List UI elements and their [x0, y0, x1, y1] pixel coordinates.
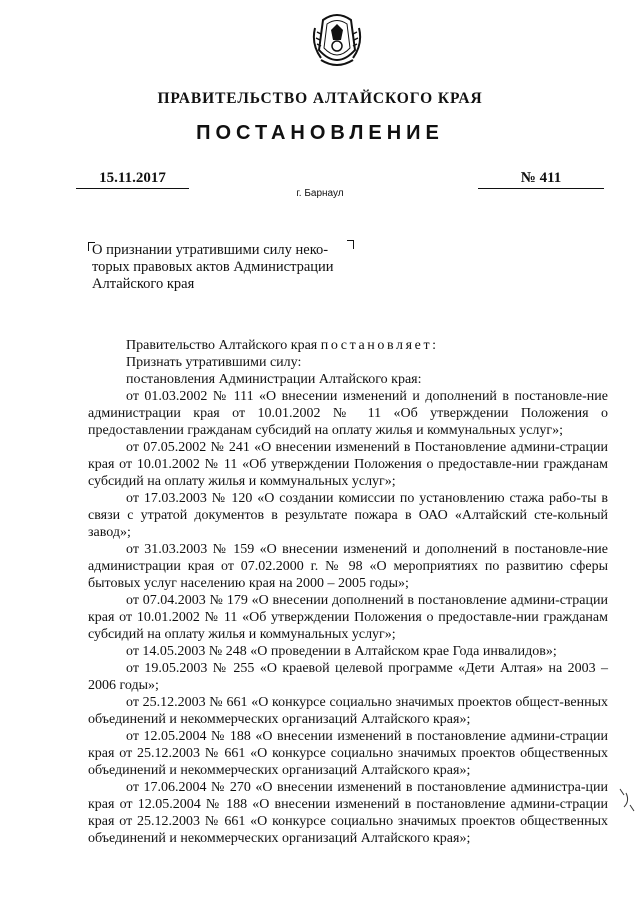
body-paragraph: от 14.05.2003 № 248 «О проведении в Алтайском крае Года инвалидов»; [126, 644, 557, 659]
body-paragraph: от 25.12.2003 № 661 «О конкурсе социально значимых проектов общест-венных объединений и некоммерческих организаций Алтайского края»; [88, 695, 608, 727]
government-title: ПРАВИТЕЛЬСТВО АЛТАЙСКОГО КРАЯ [157, 90, 483, 107]
body-paragraph: от 07.05.2002 № 241 «О внесении изменений в Постановление админи-страции края от 10.01.2002 № 11 «Об утверждении Положения о предоставле-нии гражданам субсидий на оплату жилья и коммунальных услуг»; [88, 440, 608, 489]
body-paragraph: от 17.06.2004 № 270 «О внесении изменений в постановление администра-ции края от 12.05.2004 № 188 «О внесении изменений в постановление админи-страции края от 25.12.2003 № 661 «О конкурсе социально значимых проектов общественных объединений и некоммерческих организаций Алтайского края»; [88, 780, 608, 846]
body-paragraph: постановления Администрации Алтайского края: [126, 372, 422, 387]
intro-paragraph [88, 337, 608, 354]
intro-resolves: постановляет: [320, 338, 439, 353]
altai-coat-of-arms-icon [311, 10, 363, 72]
document-number: № 411 [478, 170, 604, 189]
intro-prefix: Правительство Алтайского края [126, 338, 318, 353]
document-subject: О признании утратившими силу неко-торых правовых актов Администрации Алтайского края [92, 242, 334, 292]
body-paragraph: от 12.05.2004 № 188 «О внесении изменений в постановление админи-страции края от 25.12.2003 № 661 «О конкурсе социально значимых проектов общественных объединений и некоммерческих организаций Алтайского края»; [88, 729, 608, 778]
body-paragraph: от 07.04.2003 № 179 «О внесении дополнений в постановление админи-страции края от 10.01.2002 № 11 «Об утверждении Положения о предоставле-нии гражданам субсидий на оплату жилья и коммунальных услуг»; [88, 593, 608, 642]
body-paragraph: от 19.05.2003 № 255 «О краевой целевой программе «Дети Алтая» на 2003 – 2006 годы»; [88, 661, 608, 693]
body-paragraph: от 01.03.2002 № 111 «О внесении изменений и дополнений в постановле-ние администрации края от 10.01.2002 № 11 «Об утверждении Положения о предоставлении гражданам субсидий на оплату жилья и коммунальных услуг»; [88, 389, 608, 438]
body-paragraph: от 31.03.2003 № 159 «О внесении изменений и дополнений в постановле-ние администрации края от 07.02.2000 г. № 98 «О мероприятиях по развитию сферы бытовых услуг населению края на 2000 – 2005 годы»; [88, 542, 608, 591]
document-date: 15.11.2017 [76, 170, 189, 189]
margin-mark-icon [616, 785, 638, 813]
document-type-title: ПОСТАНОВЛЕНИЕ [196, 122, 444, 144]
body-paragraph: Признать утратившими силу: [126, 355, 302, 370]
document-city: г. Барнаул [296, 188, 344, 199]
body-paragraph: от 17.03.2003 № 120 «О создании комиссии по установлению стажа рабо-ты в связи с утратой документов в результате пожара в ОАО «Алтайский сте-кольный завод»; [88, 491, 608, 540]
document-body [88, 337, 608, 847]
